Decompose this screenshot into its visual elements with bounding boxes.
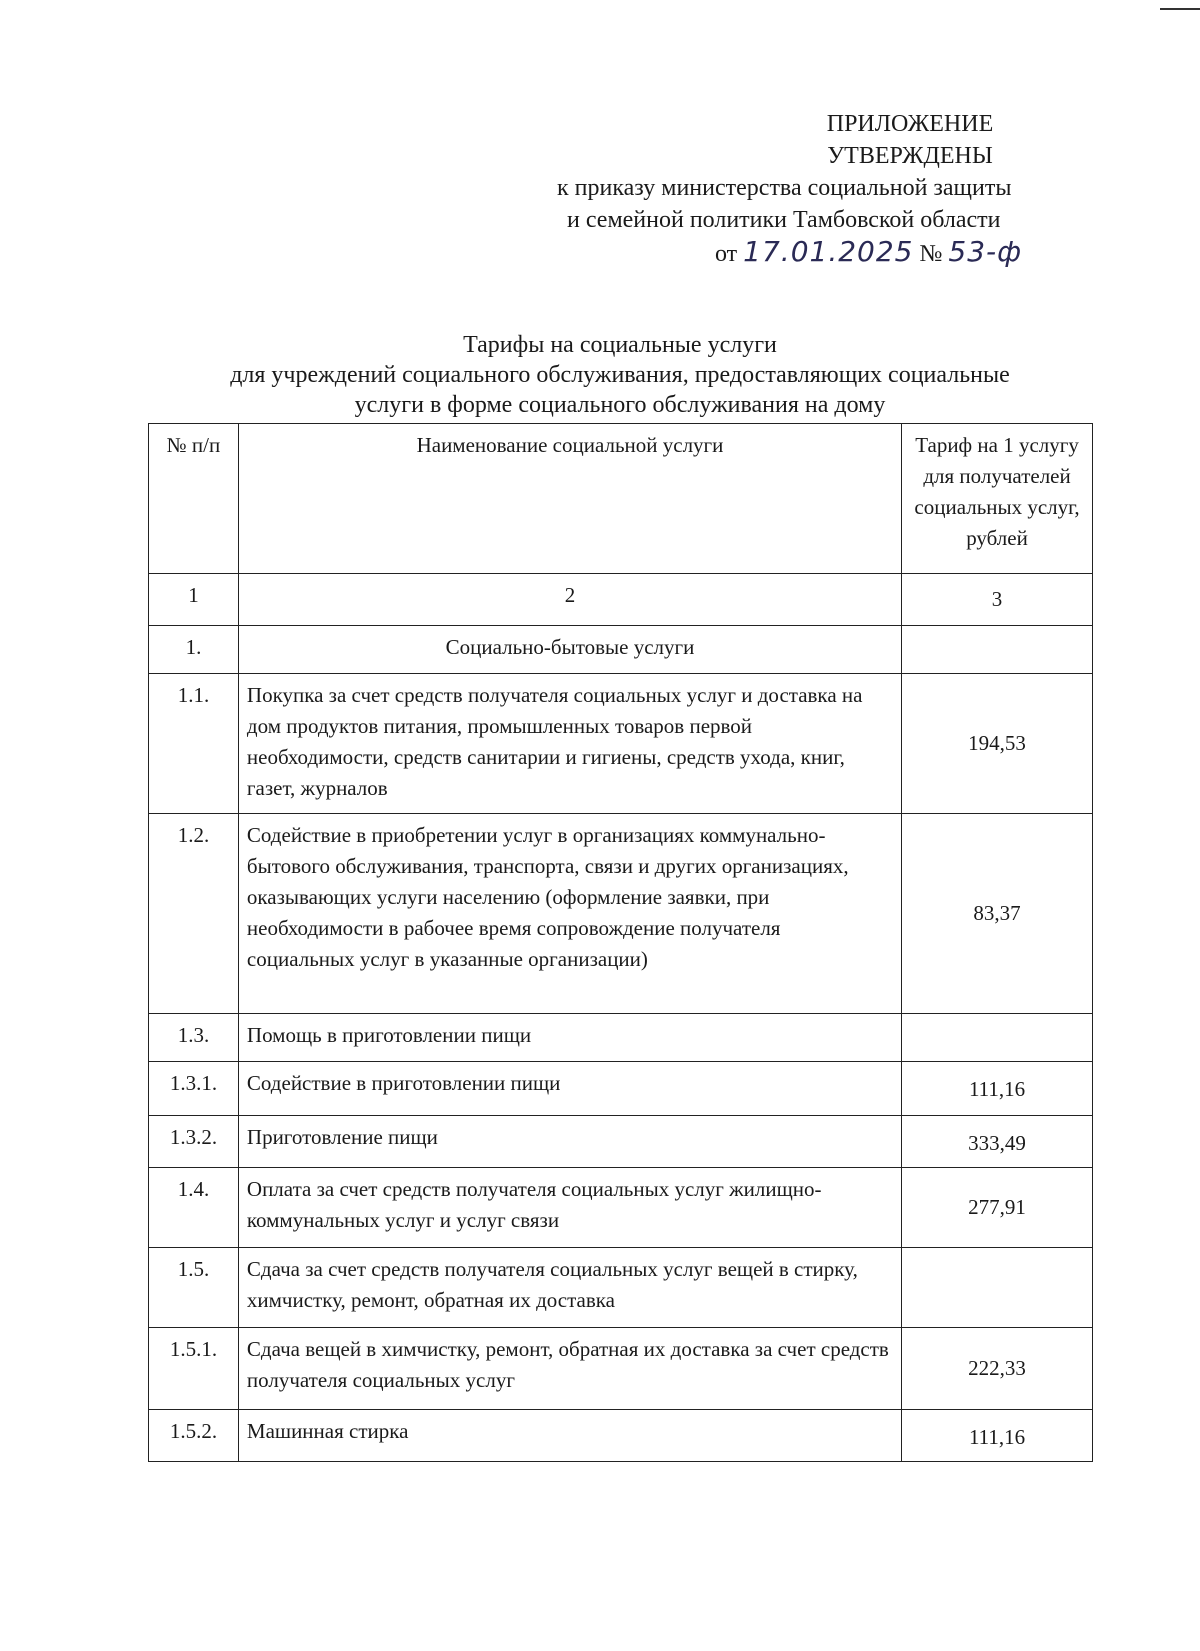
tariff-table — [148, 423, 1093, 1462]
row-num: 1.5.1. — [149, 1328, 239, 1410]
row-name: Оплата за счет средств получателя социальных услуг жилищно-коммунальных услуг и услуг связи — [238, 1168, 901, 1248]
row-tariff — [902, 1248, 1093, 1328]
row-tariff: 83,37 — [902, 814, 1093, 1014]
table-row — [149, 814, 1093, 1014]
row-name: Приготовление пищи — [238, 1116, 901, 1168]
row-num: 1.3. — [149, 1014, 239, 1062]
row-name: Сдача за счет средств получателя социальных услуг вещей в стирку, химчистку, ремонт, обратная их доставка — [238, 1248, 901, 1328]
approval-block — [540, 108, 1120, 272]
table-row — [149, 1168, 1093, 1248]
row-num: 1. — [149, 626, 239, 674]
row-num: 1.3.2. — [149, 1116, 239, 1168]
table-row — [149, 1014, 1093, 1062]
table-row — [149, 626, 1093, 674]
handwritten-date: 17.01.2025 — [743, 235, 914, 268]
order-ref-line2: и семейной политики Тамбовской области — [567, 207, 1001, 233]
col-number-1: 1 — [149, 574, 239, 626]
row-tariff — [902, 1014, 1093, 1062]
row-num: 1.1. — [149, 674, 239, 814]
row-tariff: 277,91 — [902, 1168, 1093, 1248]
handwritten-number: 53-ф — [948, 235, 1023, 268]
header-num: № п/п — [149, 424, 239, 574]
col-number-2: 2 — [238, 574, 901, 626]
row-tariff: 194,53 — [902, 674, 1093, 814]
order-date-line — [540, 236, 1120, 272]
table-row — [149, 1410, 1093, 1462]
approved-label: УТВЕРЖДЕНЫ — [827, 143, 993, 169]
row-name: Машинная стирка — [238, 1410, 901, 1462]
title-line3: услуги в форме социального обслуживания на дому — [354, 392, 886, 418]
row-num: 1.2. — [149, 814, 239, 1014]
row-name: Содействие в приобретении услуг в организациях коммунально-бытового обслуживания, транспорта, связи и других организациях, оказывающих услуги населению (оформление заявки, при необходимости в рабочее время сопровождение получателя социальных услуг в указанные организации) — [238, 814, 901, 1014]
title-line2: для учреждений социального обслуживания, предоставляющих социальные — [230, 362, 1010, 388]
row-tariff: 333,49 — [902, 1116, 1093, 1168]
table-header-row — [149, 424, 1093, 574]
row-tariff — [902, 626, 1093, 674]
row-num: 1.4. — [149, 1168, 239, 1248]
row-name: Содействие в приготовлении пищи — [238, 1062, 901, 1116]
table-row — [149, 1062, 1093, 1116]
number-prefix: № — [919, 241, 943, 267]
row-tariff: 111,16 — [902, 1410, 1093, 1462]
row-num: 1.5.2. — [149, 1410, 239, 1462]
row-tariff: 111,16 — [902, 1062, 1093, 1116]
row-tariff: 222,33 — [902, 1328, 1093, 1410]
row-name: Покупка за счет средств получателя социальных услуг и доставка на дом продуктов питания, промышленных товаров первой необходимости, средств санитарии и гигиены, средств ухода, книг, газет, журналов — [238, 674, 901, 814]
table-row — [149, 1248, 1093, 1328]
table-row — [149, 1116, 1093, 1168]
table-row — [149, 1328, 1093, 1410]
column-number-row — [149, 574, 1093, 626]
date-prefix: от — [715, 241, 738, 267]
row-name: Социально-бытовые услуги — [238, 626, 901, 674]
scan-edge-line — [1160, 8, 1200, 10]
row-name: Помощь в приготовлении пищи — [238, 1014, 901, 1062]
title-line1: Тарифы на социальные услуги — [463, 332, 777, 358]
header-name: Наименование социальной услуги — [238, 424, 901, 574]
row-num: 1.3.1. — [149, 1062, 239, 1116]
header-tariff: Тариф на 1 услугу для получателей социальных услуг, рублей — [902, 424, 1093, 574]
row-num: 1.5. — [149, 1248, 239, 1328]
order-ref-line1: к приказу министерства социальной защиты — [557, 175, 1012, 201]
table-row — [149, 674, 1093, 814]
appendix-label: ПРИЛОЖЕНИЕ — [826, 111, 994, 137]
row-name: Сдача вещей в химчистку, ремонт, обратная их доставка за счет средств получателя социальных услуг — [238, 1328, 901, 1410]
col-number-3: 3 — [902, 574, 1093, 626]
document-title — [150, 330, 1090, 420]
